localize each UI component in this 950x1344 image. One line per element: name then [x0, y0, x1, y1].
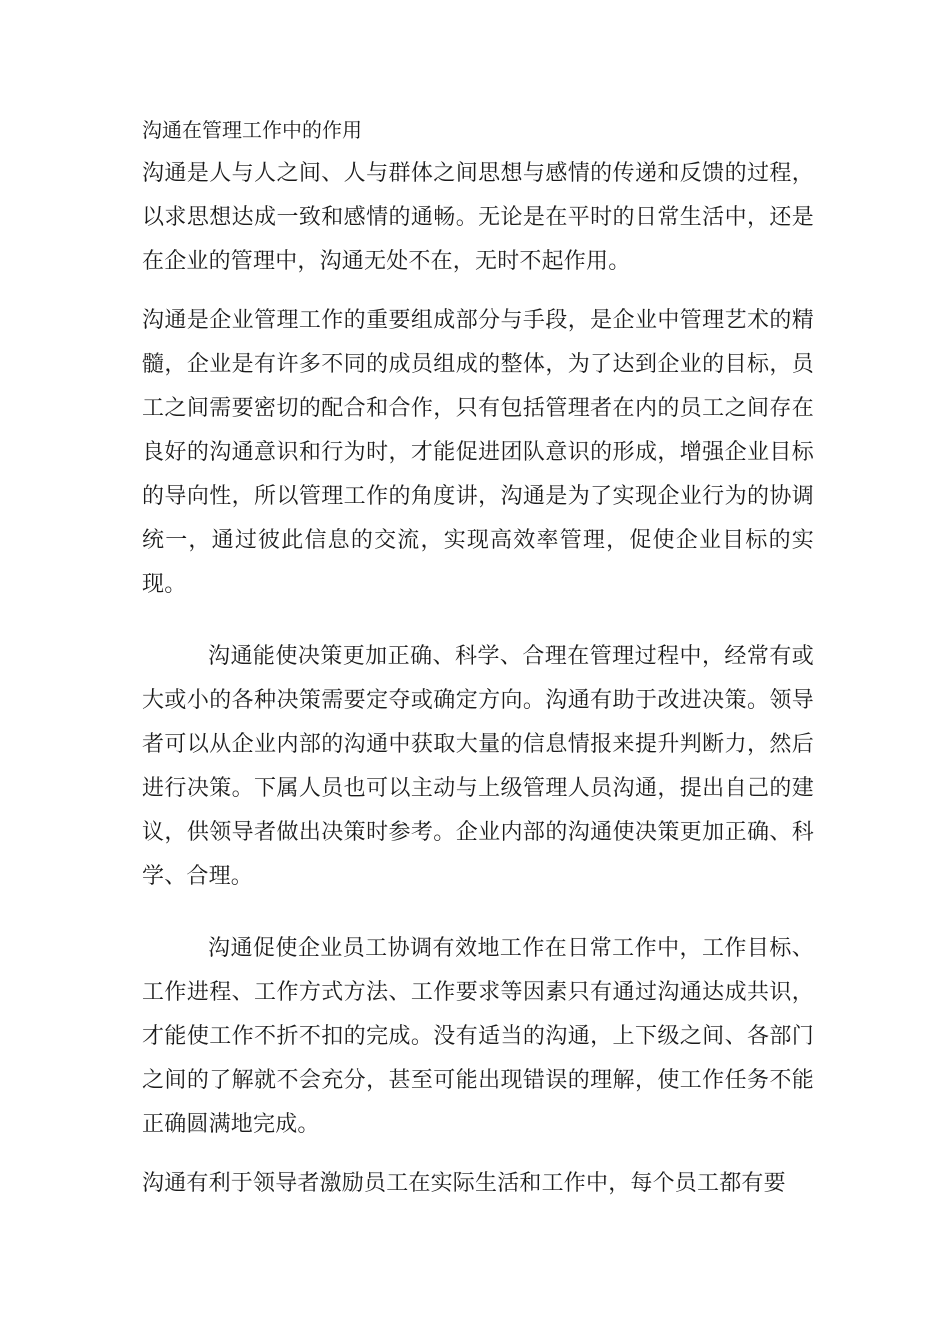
- paragraph-definition: 沟通是人与人之间、人与群体之间思想与感情的传递和反馈的过程，以求思想达成一致和感情的通畅。无论是在平时的日常生活中，还是在企业的管理中，沟通无处不在，无时不起作用。: [142, 161, 814, 274]
- paragraph-motivation: 沟通有利于领导者激励员工在实际生活和工作中，每个员工都有要: [142, 1171, 786, 1196]
- paragraph-decision: 沟通能使决策更加正确、科学、合理在管理过程中，经常有或大或小的各种决策需要定夺或确定方向。沟通有助于改进决策。领导者可以从企业内部的沟通中获取大量的信息情报来提升判断力，然后进行决策。下属人员也可以主动与上级管理人员沟通，提出自己的建议，供领导者做出决策时参考。企业内部的沟通使决策更加正确、科学、合理。: [142, 644, 814, 889]
- paragraph-coordination: 沟通促使企业员工协调有效地工作在日常工作中，工作目标、工作进程、工作方式方法、工作要求等因素只有通过沟通达成共识，才能使工作不折不扣的完成。没有适当的沟通，上下级之间、各部门之间的了解就不会充分，甚至可能出现错误的理解，使工作任务不能正确圆满地完成。: [142, 936, 814, 1137]
- document-title: 沟通在管理工作中的作用: [142, 118, 362, 142]
- document-body: [142, 116, 814, 1206]
- paragraph-spacer: [142, 1147, 814, 1162]
- paragraph-importance: 沟通是企业管理工作的重要组成部分与手段，是企业中管理艺术的精髓，企业是有许多不同的成员组成的整体，为了达到企业的目标，员工之间需要密切的配合和合作，只有包括管理者在内的员工之间存在良好的沟通意识和行为时，才能促进团队意识的形成，增强企业目标的导向性，所以管理工作的角度讲，沟通是为了实现企业行为的协调统一，通过彼此信息的交流，实现高效率管理，促使企业目标的实现。: [142, 308, 814, 597]
- paragraph-spacer: [142, 607, 814, 635]
- paragraph-spacer: [142, 284, 814, 299]
- paragraph-spacer: [142, 899, 814, 927]
